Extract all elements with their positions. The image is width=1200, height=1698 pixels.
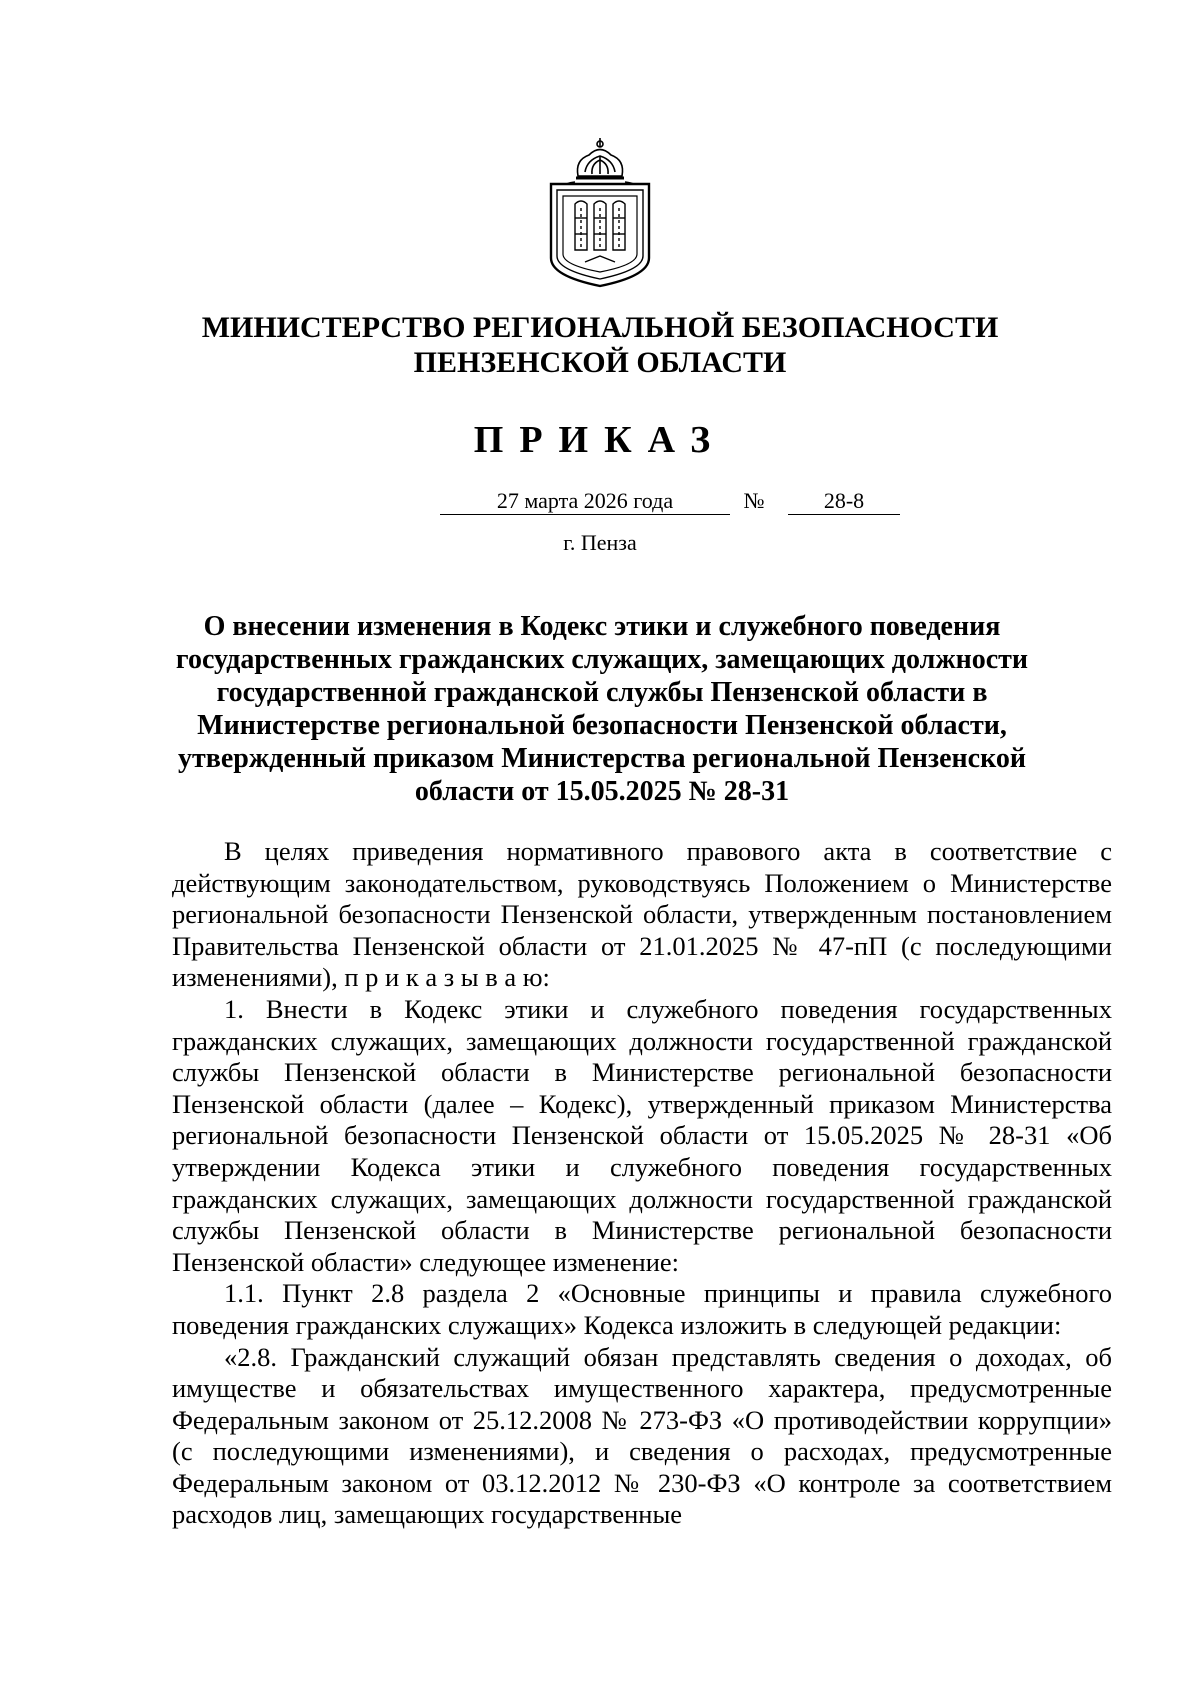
body-paragraph-item-1-1: 1.1. Пункт 2.8 раздела 2 «Основные принципы и правила служебного поведения гражданских служащих» Кодекса изложить в следующей редакции:	[172, 1278, 1112, 1340]
number-sign: №	[743, 488, 765, 513]
document-date: 27 марта 2026 года	[440, 488, 730, 515]
document-type-heading: ПРИКАЗ	[473, 419, 727, 461]
body-paragraph-quote-2-8: «2.8. Гражданский служащий обязан представлять сведения о доходах, об имуществе и обязательствах имущественного характера, предусмотренные Федеральным законом от 25.12.2008 № 273-ФЗ «О противодействии коррупции» (с последующими изменениями), и сведения о расходах, предусмотренные Федеральным законом от 03.12.2012 № 230-ФЗ «О контроле за соответствием расходов лиц, замещающих государственные	[172, 1341, 1112, 1530]
document-title	[172, 610, 1032, 808]
ministry-name-line-2: ПЕНЗЕНСКОЙ ОБЛАСТИ	[413, 346, 787, 379]
title-line: государственных гражданских служащих, замещающих должности	[175, 644, 1029, 675]
body-paragraph-item-1: 1. Внести в Кодекс этики и служебного поведения государственных гражданских служащих, замещающих должности государственной гражданской службы Пензенской области в Министерстве региональной безопасности Пензенской области (далее – Кодекс), утвержденный приказом Министерства региональной безопасности Пензенской области от 15.05.2025 № 28-31 «Об утверждении Кодекса этики и служебного поведения государственных гражданских служащих, замещающих должности государственной гражданской службы Пензенской области в Министерстве региональной безопасности Пензенской области» следующее изменение:	[172, 993, 1112, 1277]
title-line: Министерстве региональной безопасности Пензенской области,	[197, 710, 1007, 741]
date-number-line	[440, 488, 900, 518]
document-body	[172, 836, 1112, 1531]
title-line: утвержденный приказом Министерства региональной Пензенской	[178, 743, 1026, 774]
document-number: 28-8	[788, 488, 900, 515]
title-line: государственной гражданской службы Пензенской области в	[216, 677, 988, 708]
title-line: области от 15.05.2025 № 28-31	[414, 776, 790, 807]
city-label: г. Пенза	[563, 530, 637, 555]
ministry-name	[0, 310, 1200, 380]
body-paragraph-preamble: В целях приведения нормативного правового акта в соответствие с действующим законодательством, руководствуясь Положением о Министерстве региональной безопасности Пензенской области, утвержденным постановлением Правительства Пензенской области от 21.01.2025 № 47-пП (с последующими изменениями), п р и к а з ы в а ю:	[172, 836, 1112, 993]
title-line: О внесении изменения в Кодекс этики и служебного поведения	[203, 611, 1001, 642]
coat-of-arms-emblem	[545, 138, 655, 288]
ministry-name-line-1: МИНИСТЕРСТВО РЕГИОНАЛЬНОЙ БЕЗОПАСНОСТИ	[201, 311, 999, 344]
